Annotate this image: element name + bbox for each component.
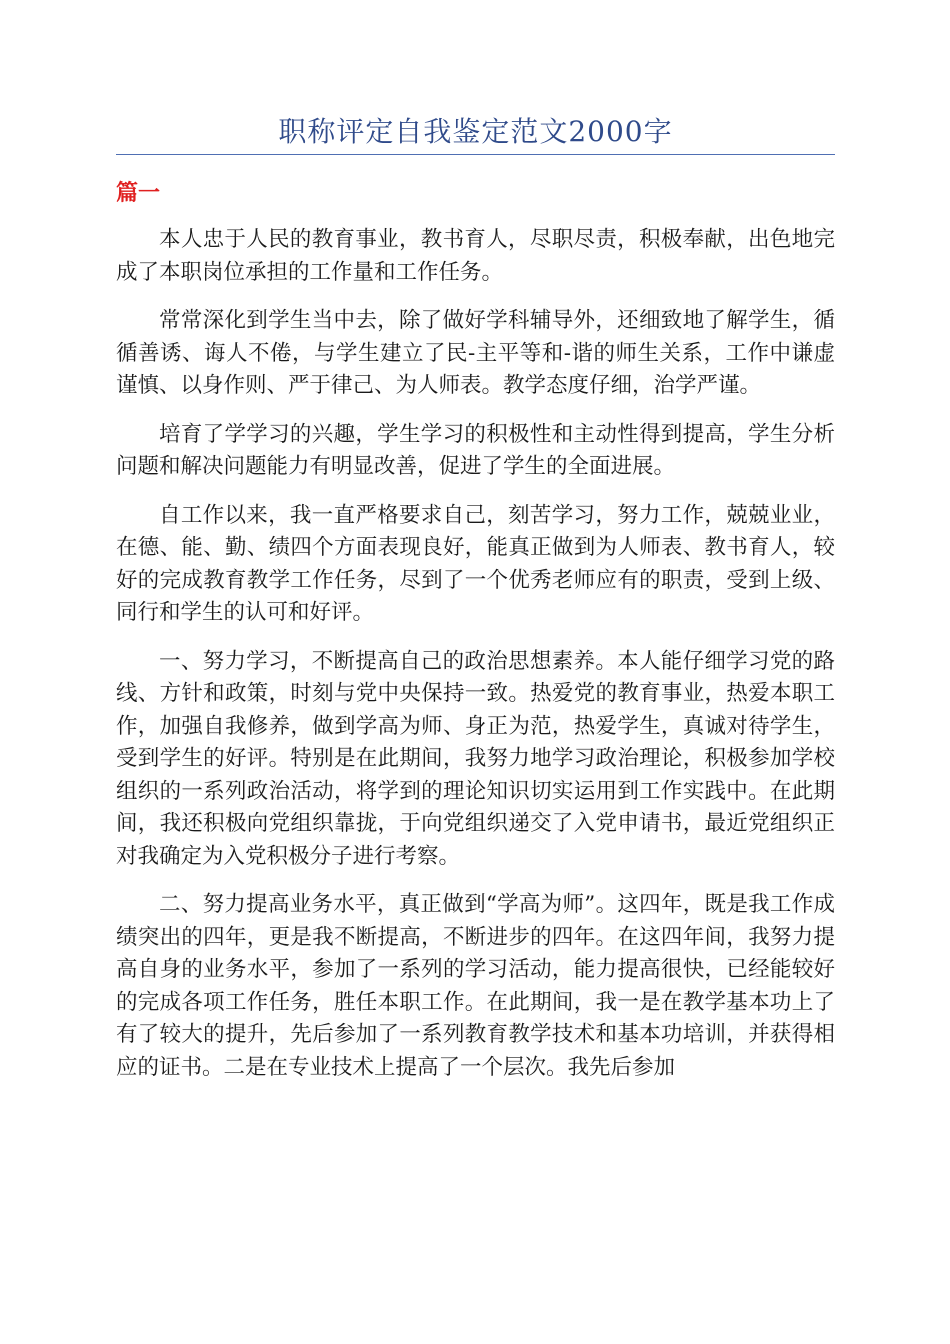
document-body [116,224,835,1100]
section-heading: 篇一 [116,181,161,206]
paragraph: 一、努力学习，不断提高自己的政治思想素养。本人能仔细学习党的路线、方针和政策，时刻与党中央保持一致。热爱党的教育事业，热爱本职工作，加强自我修养，做到学高为师、身正为范，热爱学生，真诚对待学生，受到学生的好评。特别是在此期间，我努力地学习政治理论，积极参加学校组织的一系列政治活动，将学到的理论知识切实运用到工作实践中。在此期间，我还积极向党组织靠拢，于向党组织递交了入党申请书，最近党组织正对我确定为入党积极分子进行考察。 [116,648,835,869]
document-title: 职称评定自我鉴定范文2000字 [278,115,673,148]
paragraph: 自工作以来，我一直严格要求自己，刻苦学习，努力工作，兢兢业业，在德、能、勤、绩四个方面表现良好，能真正做到为人师表、教书育人，较好的完成教育教学工作任务，尽到了一个优秀老师应有的职责，受到上级、同行和学生的认可和好评。 [116,502,835,625]
paragraph: 常常深化到学生当中去，除了做好学科辅导外，还细致地了解学生，循循善诱、诲人不倦，与学生建立了民-主平等和-谐的师生关系，工作中谦虚谨慎、以身作则、严于律己、为人师表。教学态度仔细，治学严谨。 [116,308,835,398]
paragraph: 本人忠于人民的教育事业，教书育人，尽职尽责，积极奉献，出色地完成了本职岗位承担的工作量和工作任务。 [116,227,835,285]
paragraph: 二、努力提高业务水平，真正做到“学高为师”。这四年，既是我工作成绩突出的四年，更是我不断提高，不断进步的四年。在这四年间，我努力提高自身的业务水平，参加了一系列的学习活动，能力提高很快，已经能较好的完成各项工作任务，胜任本职工作。在此期间，我一是在教学基本功上了有了较大的提升，先后参加了一系列教育教学技术和基本功培训，并获得相应的证书。二是在专业技术上提高了一个层次。我先后参加 [116,892,835,1080]
paragraph: 培育了学学习的兴趣，学生学习的积极性和主动性得到提高，学生分析问题和解决问题能力有明显改善，促进了学生的全面进展。 [116,421,835,479]
title-divider [116,154,835,155]
